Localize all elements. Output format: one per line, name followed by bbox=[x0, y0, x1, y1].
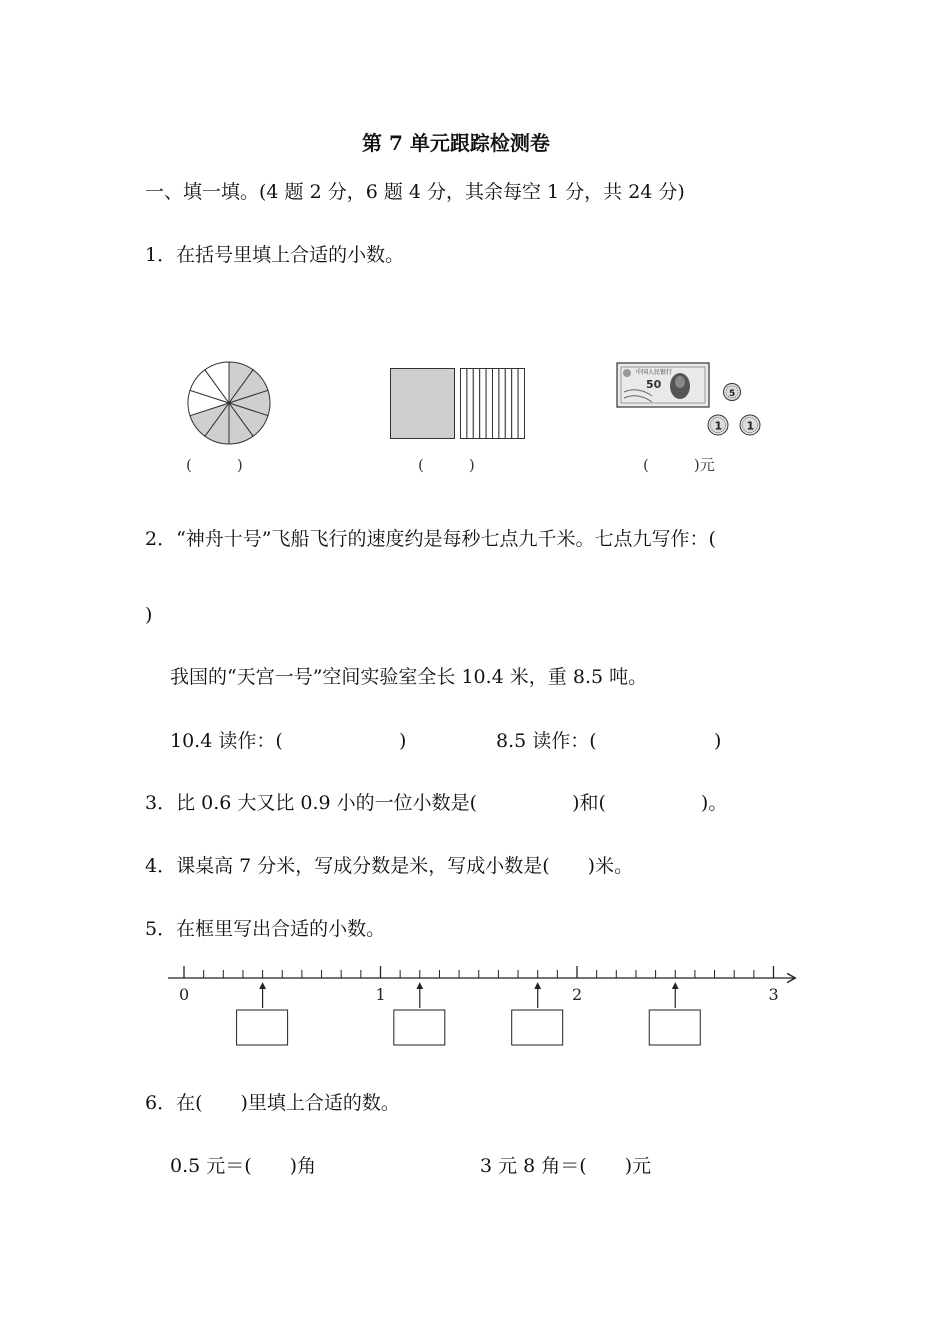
strip bbox=[505, 369, 511, 439]
answer-box[interactable] bbox=[512, 1010, 563, 1045]
read-8-5-label: 8.5 读作：( bbox=[496, 730, 597, 752]
tick-label: 3 bbox=[768, 985, 779, 1004]
tick-label: 2 bbox=[572, 985, 583, 1004]
money-figure bbox=[616, 362, 776, 442]
strip bbox=[480, 369, 486, 439]
coin-icon bbox=[708, 415, 728, 435]
question-6-item-1: 0.5 元＝( )角 bbox=[170, 1155, 317, 1177]
tick-label: 1 bbox=[375, 985, 386, 1004]
coin-icon bbox=[724, 384, 741, 401]
coin-icon bbox=[740, 415, 760, 435]
question-2-info: 我国的“天宫一号”空间实验室全长 10.4 米，重 8.5 吨。 bbox=[170, 666, 648, 688]
question-2-close: ) bbox=[145, 604, 153, 626]
question-6: 6．在( )里填上合适的数。 bbox=[145, 1092, 400, 1114]
question-3: 3．比 0.6 大又比 0.9 小的一位小数是( )和( )。 bbox=[145, 792, 728, 814]
question-4: 4．课桌高 7 分米，写成分数是米，写成小数是( )米。 bbox=[145, 855, 634, 877]
square-and-strips-figure bbox=[390, 368, 530, 448]
strip bbox=[518, 369, 524, 439]
answer-box[interactable] bbox=[649, 1010, 700, 1045]
arrow-head bbox=[417, 983, 423, 989]
arrow-head bbox=[672, 983, 678, 989]
answer-box[interactable] bbox=[237, 1010, 288, 1045]
section-heading: 一、填一填。(4 题 2 分，6 题 4 分，其余每空 1 分，共 24 分) bbox=[145, 181, 685, 203]
number-line bbox=[160, 960, 800, 1060]
strip bbox=[499, 369, 505, 439]
read-10-4-label: 10.4 读作：( bbox=[170, 730, 283, 752]
arrow-head bbox=[260, 983, 266, 989]
strip bbox=[461, 369, 467, 439]
page-title: 第 7 单元跟踪检测卷 bbox=[362, 131, 550, 155]
answer-blank-3[interactable]: ( )元 bbox=[643, 456, 715, 474]
question-6-item-2: 3 元 8 角＝( )元 bbox=[480, 1155, 652, 1177]
banknote-header: 中国人民银行 bbox=[636, 369, 673, 376]
strip bbox=[493, 369, 499, 439]
banknote-value: 50 bbox=[646, 378, 662, 391]
question-2: 2．“神舟十号”飞船飞行的速度约是每秒七点九千米。七点九写作：( bbox=[145, 528, 716, 550]
question-5: 5．在框里写出合适的小数。 bbox=[145, 918, 386, 940]
answer-blank-2[interactable]: ( ) bbox=[418, 456, 475, 474]
read-10-4-close: ) bbox=[399, 730, 407, 752]
circle-fraction-figure bbox=[184, 358, 274, 448]
question-1: 1．在括号里填上合适的小数。 bbox=[145, 244, 405, 266]
answer-box[interactable] bbox=[394, 1010, 445, 1045]
tick-label: 0 bbox=[179, 985, 190, 1004]
svg-text:1: 1 bbox=[746, 419, 755, 433]
strip bbox=[473, 369, 479, 439]
strip bbox=[512, 369, 518, 439]
read-8-5-close: ) bbox=[714, 730, 722, 752]
strip bbox=[467, 369, 473, 439]
strip bbox=[486, 369, 492, 439]
arrow-head bbox=[535, 983, 541, 989]
svg-text:1: 1 bbox=[714, 419, 723, 433]
svg-text:5: 5 bbox=[729, 389, 736, 399]
answer-blank-1[interactable]: ( ) bbox=[186, 456, 243, 474]
